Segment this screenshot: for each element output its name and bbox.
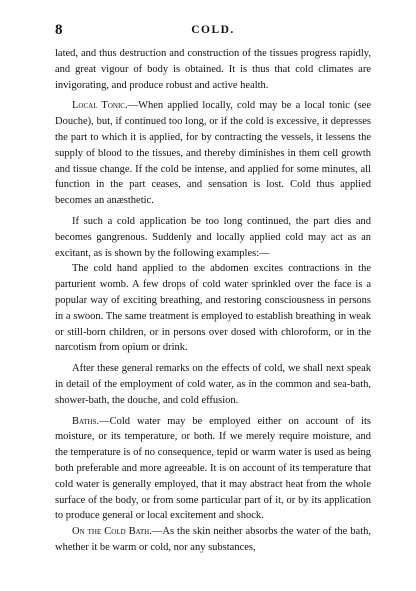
page-header xyxy=(55,22,371,42)
paragraph-baths xyxy=(55,414,371,525)
paragraph-cold-bath xyxy=(55,524,371,556)
paragraph-text: —Cold water may be employed either on account of its moisture, or its temperature, or both. If we merely require moisture, and the temperature is of no consequence, tepid or warm water is used as being both preferable and more agreeable. It is on account of its temperature that cold water is generally employed, that it may abstract heat from the whole surface of the body, or from some particular part of it, or by its application to produce general or local excitement and shock. xyxy=(55,415,371,522)
paragraph-local-tonic xyxy=(55,98,371,209)
paragraph-lead: Baths. xyxy=(72,415,100,427)
body-text xyxy=(55,46,371,556)
paragraph-lead: Local Tonic. xyxy=(72,100,128,112)
paragraph-gangrene xyxy=(55,214,371,261)
paragraph-text: If such a cold application be too long continued, the part dies and becomes gangrenous. Suddenly and locally applied cold may act as an excitant, as is shown by the following examples:— xyxy=(55,215,371,259)
paragraph-text: —When applied locally, cold may be a local tonic (see Douche), but, if continued too long, or if the cold is excessive, it depresses the part to which it is applied, for by contracting the vessels, it lessens the supply of blood to the tissues, and thereby diminishes in them cell growth and tissue change. If the cold be intense, and applied for some minutes, all function in the part ceases, and sensation is lost. Cold thus applied becomes an anæsthetic. xyxy=(55,100,371,207)
paragraph-lead: On the Cold Bath. xyxy=(72,526,152,538)
paragraph-general-remarks xyxy=(55,361,371,408)
page-number: 8 xyxy=(55,22,63,38)
paragraph-examples xyxy=(55,261,371,356)
paragraph-text: lated, and thus destruction and construction of the tissues progress rapidly, and great vigour of body is obtained. It is thus that cold climates are invigorating, and produce robust and active health. xyxy=(55,48,371,91)
paragraph-continuation xyxy=(55,46,371,93)
paragraph-text: After these general remarks on the effects of cold, we shall next speak in detail of the employment of cold water, as in the common and sea-bath, shower-bath, the douche, and cold effusion. xyxy=(55,363,371,406)
paragraph-text: —As the skin neither absorbs the water of the bath, whether it be warm or cold, nor any substances, xyxy=(55,526,372,553)
paragraph-text: The cold hand applied to the abdomen excites contractions in the parturient womb. A few drops of cold water sprinkled over the face is a popular way of exciting breathing, and restoring consciousness in persons in a swoon. The same treatment is employed to establish breathing in weak or still-born children, or in persons over dosed with chloroform, or in the narcotism from opium or drink. xyxy=(55,263,371,354)
running-title: COLD. xyxy=(191,24,235,36)
